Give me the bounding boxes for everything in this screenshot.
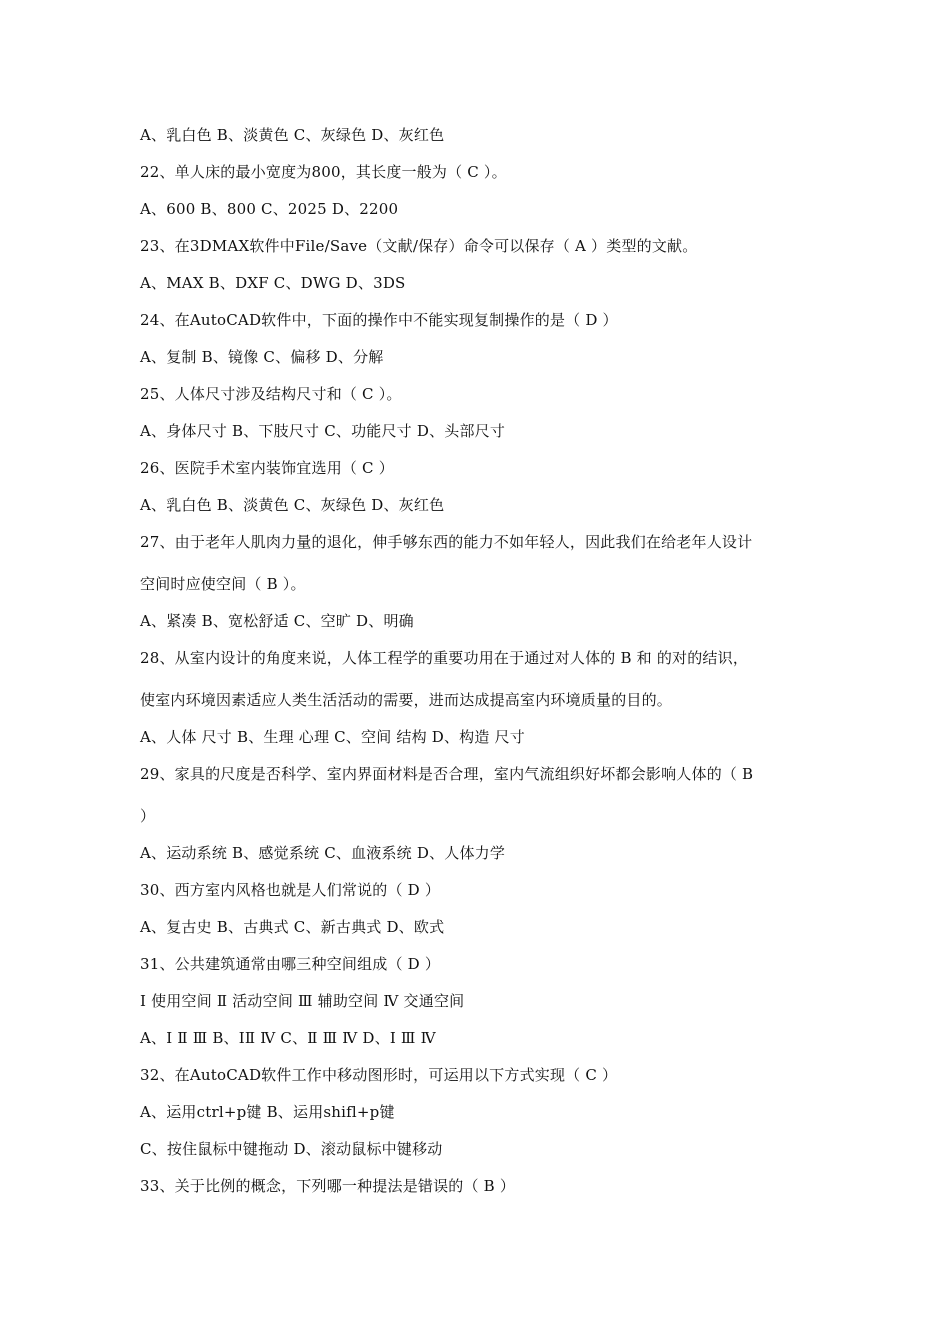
question-28: 28、从室内设计的角度来说，人体工程学的重要功用在于通过对人体的 B 和 的对的结识， [140, 649, 749, 667]
options-26: A、乳白色 B、淡黄色 C、灰绿色 D、灰红色 [140, 496, 445, 514]
document-body [140, 124, 830, 1212]
options-30: A、复古史 B、古典式 C、新古典式 D、欧式 [140, 918, 445, 936]
options-32-cd: C、按住鼠标中键拖动 D、滚动鼠标中键移动 [140, 1140, 443, 1158]
question-26: 26、医院手术室内装饰宜选用（ C ） [140, 459, 394, 477]
question-23: 23、在3DMAX软件中File/Save（文献/保存）命令可以保存（ A ）类型的文献。 [140, 237, 698, 255]
question-31: 31、公共建筑通常由哪三种空间组成（ D ） [140, 955, 441, 973]
question-22: 22、单人床的最小宽度为800，其长度一般为（ C ）。 [140, 163, 507, 181]
question-28-continued: 使室内环境因素适应人类生活活动的需要，进而达成提高室内环境质量的目的。 [140, 691, 673, 709]
question-29: 29、家具的尺度是否科学、室内界面材料是否合理，室内气流组织好坏都会影响人体的（ B [140, 765, 754, 783]
options-25: A、身体尺寸 B、下肢尺寸 C、功能尺寸 D、头部尺寸 [140, 422, 506, 440]
text-line: A、乳白色 B、淡黄色 C、灰绿色 D、灰红色 [140, 126, 445, 144]
question-29-continued: ） [140, 807, 156, 825]
question-32: 32、在AutoCAD软件工作中移动图形时，可运用以下方式实现（ C ） [140, 1066, 618, 1084]
options-31: A、Ⅰ Ⅱ Ⅲ B、ⅠⅡ Ⅳ C、Ⅱ Ⅲ Ⅳ D、Ⅰ Ⅲ Ⅳ [140, 1029, 436, 1047]
question-31-items: Ⅰ 使用空间 Ⅱ 活动空间 Ⅲ 辅助空间 Ⅳ 交通空间 [140, 992, 465, 1010]
question-25: 25、人体尺寸涉及结构尺寸和（ C ）。 [140, 385, 402, 403]
options-22: A、600 B、800 C、2025 D、2200 [140, 200, 399, 218]
question-27: 27、由于老年人肌肉力量的退化，伸手够东西的能力不如年轻人，因此我们在给老年人设计 [140, 533, 753, 551]
question-24: 24、在AutoCAD软件中，下面的操作中不能实现复制操作的是（ D ） [140, 311, 618, 329]
question-33: 33、关于比例的概念，下列哪一种提法是错误的（ B ） [140, 1177, 516, 1195]
options-32-ab: A、运用ctrl+p键 B、运用shifl+p键 [140, 1103, 395, 1121]
options-23: A、MAX B、DXF C、DWG D、3DS [140, 274, 406, 292]
options-27: A、紧凑 B、宽松舒适 C、空旷 D、明确 [140, 612, 414, 630]
options-29: A、运动系统 B、感觉系统 C、血液系统 D、人体力学 [140, 844, 506, 862]
question-30: 30、西方室内风格也就是人们常说的（ D ） [140, 881, 441, 899]
options-24: A、复制 B、镜像 C、偏移 D、分解 [140, 348, 384, 366]
options-28: A、人体 尺寸 B、生理 心理 C、空间 结构 D、构造 尺寸 [140, 728, 525, 746]
question-27-continued: 空间时应使空间（ B ）。 [140, 575, 306, 593]
